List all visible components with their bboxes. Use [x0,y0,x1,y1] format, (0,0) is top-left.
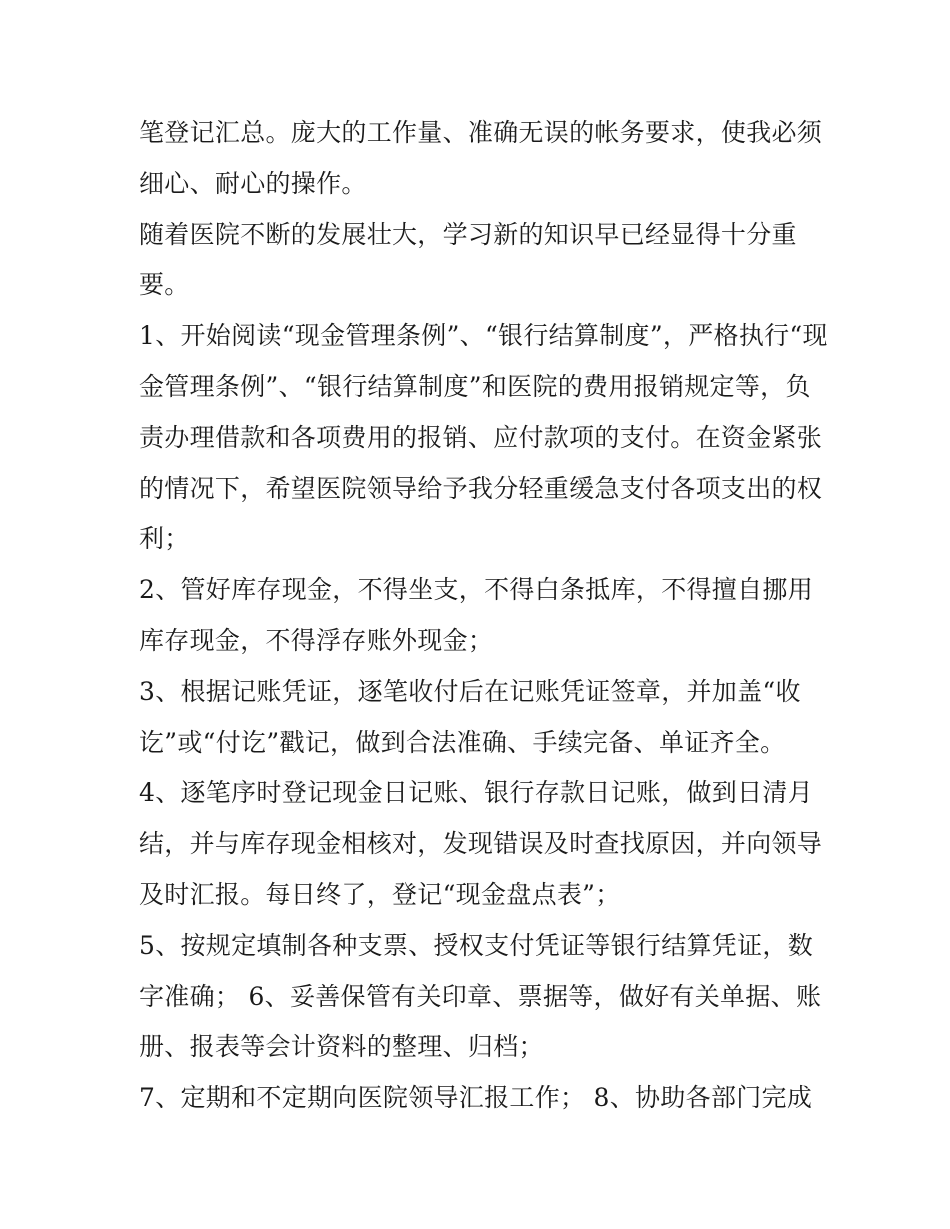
text-line: 1、开始阅读“现金管理条例”、“银行结算制度”，严格执行“现 [139,321,828,351]
text-line: 细心、耐心的操作。 [139,168,367,198]
text-line: 利； [139,524,190,554]
document-body [139,108,829,1124]
text-line: 金管理条例”、“银行结算制度”和医院的费用报销规定等，负 [139,371,811,401]
text-line: 4、逐笔序时登记现金日记账、银行存款日记账，做到日清月 [139,778,814,808]
text-line: 要。 [139,270,190,300]
text-line: 讫”或“付讫”戳记，做到合法准确、手续完备、单证齐全。 [139,727,786,757]
text-line: 笔登记汇总。庞大的工作量、准确无误的帐务要求，使我必须 [139,118,823,147]
text-line: 5、按规定填制各种支票、授权支付凭证等银行结算凭证，数 [139,930,814,960]
text-line: 7、定期和不定期向医院领导汇报工作； 8、协助各部门完成 [139,1083,813,1113]
text-line: 及时汇报。每日终了，登记“现金盘点表”； [139,879,621,909]
text-line: 随着医院不断的发展壮大，学习新的知识早已经显得十分重 [139,219,797,249]
text-line: 3、根据记账凭证，逐笔收付后在记账凭证签章，并加盖“收 [139,676,801,706]
text-line: 结，并与库存现金相核对，发现错误及时查找原因，并向领导 [139,829,823,859]
text-line: 2、管好库存现金，不得坐支，不得白条抵库，不得擅自挪用 [139,575,814,605]
text-line: 的情况下，希望医院领导给予我分轻重缓急支付各项支出的权 [139,473,823,503]
text-line: 责办理借款和各项费用的报销、应付款项的支付。在资金紧张 [139,422,823,452]
text-line: 册、报表等会计资料的整理、归档； [139,1032,544,1062]
text-line: 库存现金，不得浮存账外现金； [139,625,494,655]
text-line: 字准确； 6、妥善保管有关印章、票据等，做好有关单据、账 [139,981,822,1011]
